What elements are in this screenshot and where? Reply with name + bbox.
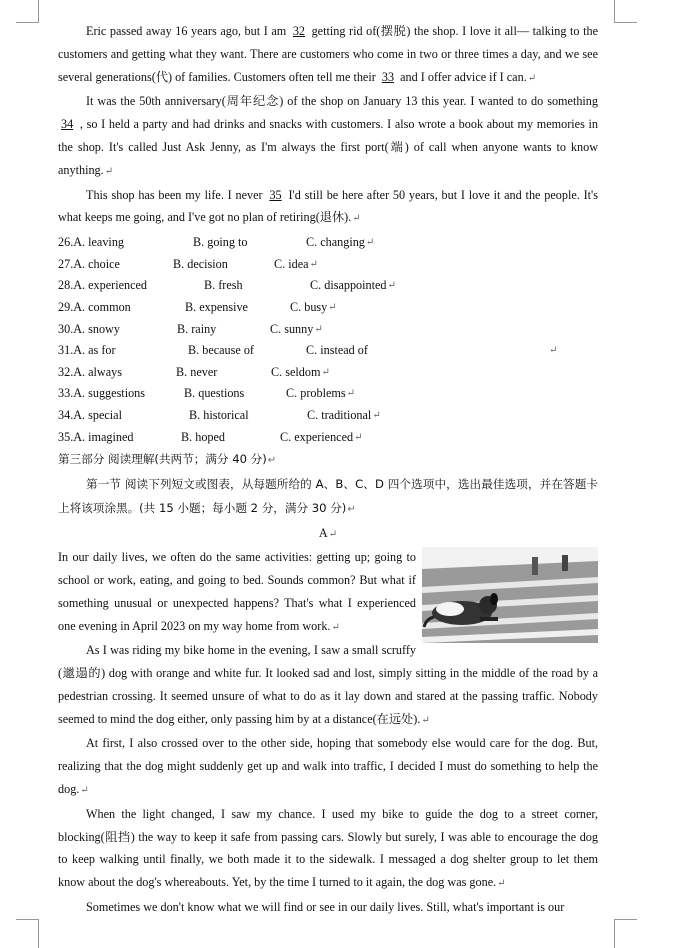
options-list — [58, 232, 598, 448]
option-row-35: 35.A. imagined B. hoped C. experienced ↵ — [58, 427, 598, 449]
part3-heading: 第三部分 阅读理解(共两节；满分 40 分)↵ — [58, 452, 277, 467]
reading-paragraph-1: In our daily lives, we often do the same activities: getting up; going to school or work, eating, and going to bed. Sounds common? But what if something unusual or unexpected happens? That's what I experienced one evening in April 2023 on my way home from work.↵ — [58, 550, 416, 633]
return-mark-icon: ↵ — [372, 409, 381, 421]
return-mark-icon: ↵ — [549, 345, 558, 357]
return-mark-icon: ↵ — [328, 301, 337, 313]
cloze-paragraph-1 — [58, 20, 598, 90]
return-mark-icon: ↵ — [387, 280, 396, 292]
return-mark-icon: ↵ — [352, 213, 361, 225]
return-mark-icon: ↵ — [80, 785, 89, 797]
return-mark-icon: ↵ — [346, 388, 355, 400]
crop-mark-top-left — [16, 0, 39, 23]
blank-33: 33 — [381, 69, 395, 84]
option-row-31: 31.A. as for B. because of C. instead of ↵ — [58, 340, 598, 362]
text-segment: and I offer advice if I can. — [397, 69, 527, 84]
crop-mark-bottom-left — [16, 919, 39, 948]
cloze-paragraph-3 — [58, 184, 598, 232]
crop-mark-top-right — [614, 0, 637, 23]
text-segment: It was the 50th anniversary(周年纪念) of the shop on January 13 this year. I wanted to do something — [86, 94, 598, 109]
document-page — [58, 20, 598, 919]
option-row-34: 34.A. special B. historical C. traditional ↵ — [58, 405, 598, 427]
reading-paragraph-3: At first, I also crossed over to the other side, hoping that somebody else would care for the dog. But, realizing that the dog might suddenly get up and walk into traffic, I decided I must do something to help the dog.↵ — [58, 736, 598, 797]
section1-instructions: 第一节 阅读下列短文或图表，从每题所给的 A、B、C、D 四个选项中，选出最佳选项，并在答题卡上将该项涂黑。(共 15 小题；每小题 2 分，满分 30 分)↵ — [58, 477, 598, 516]
option-row-33: 33.A. suggestions B. questions C. problems ↵ — [58, 383, 598, 405]
return-mark-icon: ↵ — [347, 504, 356, 516]
reading-paragraph-2: As I was riding my bike home in the evening, I saw a small scruffy (邋遢的) dog with orange and white fur. It looked sad and lost, simply sitting in the middle of the road by a pedestrian crossing. It seemed unsure of what to do as it lay down and stared at the passing traffic. Nobody seemed to mind the dog either, only passing him by at a distance(在远处).↵ — [58, 643, 598, 726]
option-row-28: 28.A. experienced B. fresh C. disappointed ↵ — [58, 275, 598, 297]
return-mark-icon: ↵ — [421, 714, 430, 726]
return-mark-icon: ↵ — [365, 237, 375, 249]
text-segment: I'd still be here after 50 years, but I love it and the people. It's what keeps me going, and I've got no plan of retiring(退休). — [58, 187, 598, 225]
blank-32: 32 — [292, 24, 305, 38]
return-mark-icon: ↵ — [497, 878, 506, 890]
cloze-paragraph-2 — [58, 90, 598, 183]
crop-mark-bottom-right — [614, 919, 637, 948]
option-row-26: 26.A. leaving B. going to C. changing ↵ — [58, 232, 598, 254]
return-mark-icon: ↵ — [104, 165, 114, 177]
text-segment: Eric passed away 16 years ago, but I am — [86, 24, 290, 38]
return-mark-icon: ↵ — [331, 621, 340, 633]
text-segment: This shop has been my life. I never — [86, 187, 267, 202]
reading-paragraph-4: When the light changed, I saw my chance. I used my bike to guide the dog to a street corner, blocking(阻挡) the way to keep it safe from passing cars. Slowly but surely, I was able to encourage the dog to keep walking until finally, we both made it to the sidewalk. I messaged a dog shelter group to let them know about the dog's whereabouts. Yet, by the time I turned to it again, the dog was gone.↵ — [58, 806, 598, 890]
option-row-32: 32.A. always B. never C. seldom ↵ — [58, 362, 598, 384]
return-mark-icon: ↵ — [267, 455, 277, 467]
return-mark-icon: ↵ — [354, 431, 363, 443]
option-row-30: 30.A. snowy B. rainy C. sunny ↵ — [58, 319, 598, 341]
return-mark-icon: ↵ — [527, 72, 537, 84]
text-segment: getting rid of(摆脱) the shop. I love it all— talking to the customers and getting what they want. There are customers who come in two or three times a day, and we see several generations(代) of families. Customers often tell me their — [58, 24, 598, 84]
option-row-29: 29.A. common B. expensive C. busy ↵ — [58, 297, 598, 319]
option-row-27: 27.A. choice B. decision C. idea ↵ — [58, 254, 598, 276]
return-mark-icon: ↵ — [321, 366, 330, 378]
reading-paragraph-5: Sometimes we don't know what we will find or see in our daily lives. Still, what's important is our — [86, 900, 565, 915]
return-mark-icon: ↵ — [309, 258, 318, 270]
passage-title: A↵ — [318, 526, 338, 541]
text-segment: , so I held a party and had drinks and snacks with customers. I also wrote a book about my memories in the shop. It's called Just Ask Jenny, as I'm always the first port(端) of call when anyone wants to know anything. — [58, 117, 598, 177]
dog-photo — [422, 547, 598, 643]
blank-34: 34 — [61, 117, 74, 132]
return-mark-icon: ↵ — [314, 323, 323, 335]
blank-35: 35 — [269, 187, 282, 202]
reading-passage-a — [58, 546, 598, 919]
return-mark-icon: ↵ — [328, 529, 338, 541]
